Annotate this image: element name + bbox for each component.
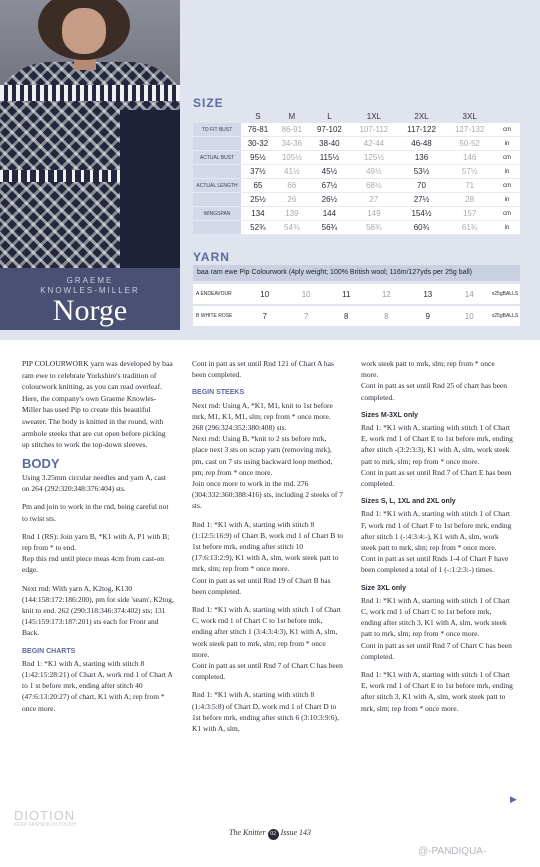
body-paragraph: Next rnd: Using A, *K1, M1, knit to 1st before mrk, M1, K1, M1, slm; rep from * once more. [192, 400, 333, 421]
size-cell: 45½ [309, 165, 350, 179]
yarn-cell: 10 [244, 284, 285, 305]
size-cell: 154½ [398, 207, 446, 221]
size-cell: 115½ [309, 151, 350, 165]
body-paragraph: Rnd 1: *K1 with A, starting with stitch 1 of Chart E, work rnd 1 of Chart E to 1st before mrk, ending after stitch -(3:2:3:3), K1 with A, slm, work steek patt to mrk, slm; rep from * once more. [361, 423, 513, 466]
size-col: L [327, 112, 332, 121]
continue-arrow-icon: ▶ [510, 794, 517, 804]
size-cell: 149 [350, 207, 398, 221]
size-cell: 27 [350, 193, 398, 207]
body-heading: BODY [22, 455, 60, 471]
size-row-label [193, 193, 241, 207]
yarn-cell: 8 [327, 305, 366, 327]
size-cell: 70 [398, 179, 446, 193]
size-row [193, 221, 520, 235]
body-paragraph: 268 (296:324:352:380:408) sts. [192, 423, 287, 433]
yarn-row-label: A ENDEAVOUR [193, 284, 244, 305]
body-paragraph: Join once more to work in the rnd. 276 (304:332:360:388:416) sts, including 2 steeks of 7 sts. [192, 479, 344, 511]
body-paragraph: Rnd 1: *K1 with A, starting with stitch 1 of Chart C, work rnd 1 of Chart C to 1st before mrk, ending after stitch 1 (3:4:3:4:3), K1 with A, slm, work steek patt to mrk, slm; rep from * once more. [192, 605, 341, 659]
size-cell: 157 [445, 207, 494, 221]
yarn-cell: 10 [449, 305, 491, 327]
size-cell: 26½ [309, 193, 350, 207]
size-cell: 95½ [241, 151, 275, 165]
yarn-cell: 10 [285, 284, 326, 305]
intro-text: PIP COLOURWORK yarn was developed by baa ram ewe to celebrate Yorkshire's tradition of colourwork knitting, as you can read overleaf. Here, the company's own Graeme Knowles-Miller has used Pip to create this beautiful sweater. The body is knitted in the round, with armhole steeks that are cut open before picking up stitches to work the top-down sleeves. [22, 359, 173, 450]
yarn-unit: x25gBALLS [490, 305, 520, 327]
yarn-cell: 13 [407, 284, 448, 305]
column-3 [361, 358, 513, 721]
size-col: M [288, 112, 296, 121]
size-unit: cm [494, 179, 520, 193]
page-number: 02 [268, 829, 279, 840]
pattern-title: Norge [52, 294, 128, 327]
column-1 [22, 358, 174, 721]
size-cell: 53½ [398, 165, 446, 179]
size-cell: 97-102 [309, 123, 350, 137]
size-cell: 139 [275, 207, 309, 221]
size-cell: 134 [241, 207, 275, 221]
size-cell: 86-91 [275, 123, 309, 137]
size-cell: 42-44 [350, 137, 398, 151]
size-row-label [193, 221, 241, 235]
size-cell: 49½ [350, 165, 398, 179]
body-paragraph: Cont in patt as set until Rnd 7 of Chart C has been completed. [361, 640, 512, 661]
size-cell: 107-112 [350, 123, 398, 137]
size-cell: 65 [241, 179, 275, 193]
body-paragraph: Cont in patt as set until Rnd 7 of Chart C has been completed. [192, 661, 343, 682]
size-heading: SIZE [193, 96, 224, 110]
size-cell: 125½ [350, 151, 398, 165]
body-paragraph: Pm and join to work in the rnd, being careful not to twist sts. [22, 502, 169, 523]
body-paragraph: Using 3.25mm circular needles and yarn A, cast on 264 (292:320:348:376:404) sts. [22, 472, 166, 494]
size-unit: cm [494, 207, 520, 221]
size-cell: 144 [309, 207, 350, 221]
size-row [193, 123, 520, 137]
size-row [193, 151, 520, 165]
body-paragraph: Rnd 1: *K1 with A, starting with stitch 8 (1:4:3:5:8) of Chart D, work rnd 1 of Chart D to 1st before mrk, ending after stitch 6 (3:10:3:9:6), K1 with A, slm, [192, 690, 339, 734]
yarn-row [193, 305, 520, 327]
size-cell: 66 [275, 179, 309, 193]
yarn-cell: 11 [327, 284, 366, 305]
size-row-label: ACTUAL LENGTH [193, 179, 241, 193]
size-table [193, 110, 520, 235]
yarn-heading: YARN [193, 250, 230, 264]
size-cell: 67½ [309, 179, 350, 193]
size-cell: 27½ [398, 193, 446, 207]
size-cell: 136 [398, 151, 446, 165]
size-cell: 71 [445, 179, 494, 193]
sizes-heading: Size 3XL only [361, 584, 406, 592]
charts-heading: BEGIN CHARTS [22, 647, 76, 655]
size-cell: 117-122 [398, 123, 446, 137]
size-cell: 68½ [350, 179, 398, 193]
size-cell: 58¾ [350, 221, 398, 235]
body-paragraph: Rnd 1: *K1 with A, starting with stitch 8 (1:42:15:28:21) of Chart A, work rnd 1 of Chart A to 1 st before mrk, ending after stitch 40 (47:6:13:20:27) of chart, K1 with A; rep from * once more. [22, 658, 173, 713]
size-row-label [193, 137, 241, 151]
model-photo [0, 0, 180, 268]
size-unit: cm [494, 151, 520, 165]
designer-name: GRAEME KNOWLES-MILLER [40, 276, 140, 295]
size-cell: 61¾ [445, 221, 494, 235]
yarn-description: baa ram ewe Pip Colourwork (4ply weight; 100% British wool; 116m/127yds per 25g ball) [193, 265, 520, 281]
body-paragraph: Rnd 1: *K1 with A, starting with stitch 1 of Chart F, work rnd 1 of Chart F to 1st before mrk, ending after stitch 1 (-:4:3:4:-), K1 with A, slm, work steek patt to mrk, slm; rep from * once more. [361, 509, 512, 553]
size-row [193, 207, 520, 221]
body-paragraph: work steek patt to mrk, slm; rep from * once more. [361, 359, 495, 380]
page-footer [0, 828, 540, 840]
size-cell: 46-48 [398, 137, 446, 151]
size-row-label: ACTUAL BUST [193, 151, 241, 165]
body-paragraph: Rnd 1: *K1 with A, starting with stitch 1 of Chart C, work rnd 1 of Chart C to 1st before mrk, ending after stitch 3, K1 with A, slm, work steek patt to mrk, slm; rep from * once more. [361, 595, 510, 639]
yarn-cell: 7 [285, 305, 326, 327]
column-2 [192, 358, 344, 741]
size-cell: 60¾ [398, 221, 446, 235]
size-cell: 54¾ [275, 221, 309, 235]
yarn-row [193, 284, 520, 305]
size-cell: 38-40 [309, 137, 350, 151]
size-cell: 105½ [275, 151, 309, 165]
size-cell: 34-36 [275, 137, 309, 151]
model-face [62, 8, 106, 54]
size-cell: 37½ [241, 165, 275, 179]
size-cell: 30-32 [241, 137, 275, 151]
sweater-sleeve [120, 110, 180, 268]
size-cell: 127-132 [445, 123, 494, 137]
body-paragraph: Next rnd: Using B, *knit to 2 sts before mrk, place next 3 sts on scrap yarn (removing mrk), pm, cast on 7 sts using backward loop method, pm; rep from * once more. [192, 434, 333, 477]
body-paragraph: Cont in patt as set until Rnds 1-4 of Chart F have been completed a total of 1 (-:1:2:3:-) times. [361, 554, 509, 575]
size-cell: 56¾ [309, 221, 350, 235]
size-col: 1XL [366, 112, 381, 121]
size-cell: 76-81 [241, 123, 275, 137]
yarn-unit: x25gBALLS [490, 284, 520, 305]
yarn-cell: 7 [244, 305, 285, 327]
size-row-label: TO FIT BUST [193, 123, 241, 137]
size-col: S [255, 112, 261, 121]
body-paragraph: Rnd 1: *K1 with A, starting with stitch 8 (1:12:5:16:9) of Chart B, work rnd 1 of Chart B to 1st before mrk, ending after stitch 10 (17:6:13:2:9), K1 with A, slm, work steek patt to mrk, slm; rep from * once more. [192, 519, 344, 574]
sweater-yoke-band [0, 85, 180, 101]
watermark-right: @-PANDIQUA- [418, 846, 487, 857]
size-row [193, 137, 520, 151]
sizes-heading: Sizes M-3XL only [361, 411, 419, 419]
steeks-heading: BEGIN STEEKS [192, 389, 245, 397]
yarn-cell: 14 [449, 284, 491, 305]
body-paragraph: Cont in patt as set until Rnd 121 of Chart A has been completed. [192, 359, 334, 380]
size-unit: in [494, 221, 520, 235]
watermark-left-small: KEEP FASHION IN TOUCH [14, 822, 76, 828]
size-row [193, 165, 520, 179]
size-unit: cm [494, 123, 520, 137]
sizes-heading: Sizes S, L, 1XL and 2XL only [361, 498, 456, 506]
size-cell: 50-52 [445, 137, 494, 151]
yarn-cell: 9 [407, 305, 448, 327]
size-row [193, 193, 520, 207]
body-paragraph: Rep this rnd until piece meas 4cm from cast-on edge. [22, 554, 165, 575]
yarn-table [193, 284, 520, 328]
size-cell: 28 [445, 193, 494, 207]
size-cell: 52¾ [241, 221, 275, 235]
body-paragraph: Rnd 1 (RS): Join yarn B, *K1 with A, P1 with B; rep from * to end. [22, 531, 170, 552]
size-header-row [193, 110, 520, 123]
size-col: 3XL [462, 112, 477, 121]
yarn-cell: 8 [366, 305, 407, 327]
body-paragraph: Next rnd: With yarn A, K2tog, K130 (144:158:172:186:200), pm for side 'seam', K2tog, knit to end. 262 (290:318:346:374:402) sts; 131 (145:159:173:187:201) sts each for Front and Back. [22, 583, 174, 638]
size-unit: in [494, 137, 520, 151]
size-cell: 146 [445, 151, 494, 165]
body-paragraph: Cont in patt as set until Rnd 19 of Chart B has been completed. [192, 575, 331, 596]
issue-number: Issue 143 [280, 828, 312, 837]
size-row-label [193, 165, 241, 179]
size-row-label: WINGSPAN [193, 207, 241, 221]
size-row [193, 179, 520, 193]
body-paragraph: Rnd 1: *K1 with A, starting with stitch 1 of Chart E, work rnd 1 of Chart E to 1st before mrk, ending after stitch 3, K1 with A, slm, work steek patt to mrk, slm; rep from * once more. [361, 670, 513, 713]
body-paragraph: Cont in patt as set until Rnd 7 of Chart E has been completed. [361, 467, 512, 489]
size-unit: in [494, 165, 520, 179]
yarn-cell: 12 [366, 284, 407, 305]
size-cell: 41½ [275, 165, 309, 179]
body-paragraph: Cont in patt as set until Rnd 25 of chart has been completed. [361, 381, 508, 402]
magazine-name: The Knitter [228, 828, 266, 837]
size-cell: 57½ [445, 165, 494, 179]
size-col: 2XL [414, 112, 429, 121]
size-cell: 25½ [241, 193, 275, 207]
size-unit: in [494, 193, 520, 207]
watermark-left: DIOTION [14, 808, 76, 823]
yarn-row-label: B WHITE ROSE [193, 305, 244, 327]
size-cell: 26 [275, 193, 309, 207]
